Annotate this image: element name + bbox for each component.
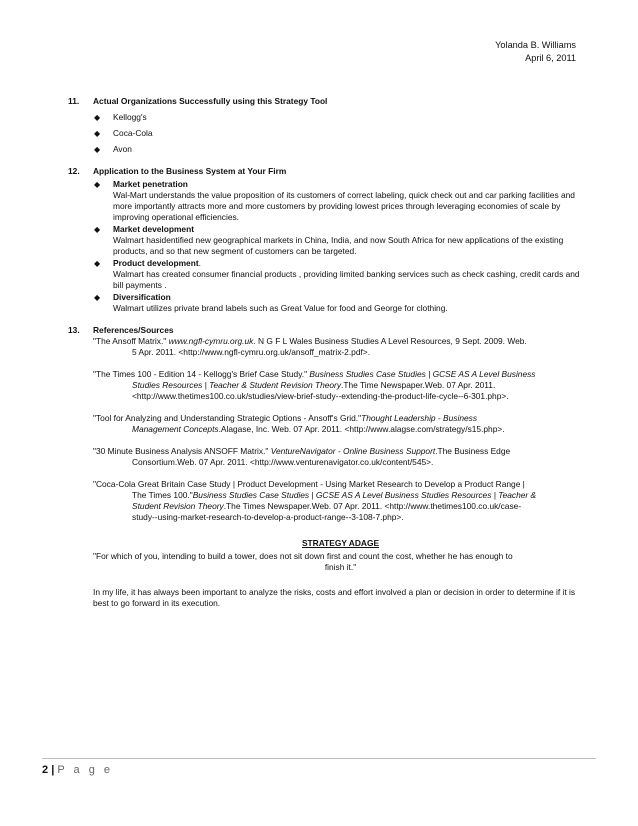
page-label: P a g e [57,764,113,776]
list-item [68,258,588,291]
reference-url: study--using-market-research-to-develop-a-product-range--3-108-7.php>. [132,512,404,522]
reference-entry [93,336,588,358]
section-heading: References/Sources [93,325,174,335]
list-item-text: Coca-Cola [113,128,153,138]
footer-divider [42,758,596,759]
item-heading: Market penetration [113,179,188,189]
reference-text: .Alagase, Inc. Web. 07 Apr. 2011. <http://www.alagse.com/strategy/s15.php>. [218,424,505,434]
reference-text: "Coca-Cola Great Britain Case Study | Product Development - Using Market Research to Develop a Product Range | [93,479,525,489]
reference-text: "Tool for Analyzing and Understanding Strategic Options - Ansoff's Grid." [93,413,362,423]
section-number: 13. [68,325,80,335]
section-11-title [68,96,588,107]
reference-text: .The Business Edge [435,446,511,456]
adage-quote: "For which of you, intending to build a tower, does not sit down first and count the cost, whether he has enough to [93,551,513,561]
reference-text: "The Times 100 - Edition 14 - Kellogg's Brief Case Study." [93,369,310,379]
item-body: Walmart hasidentified new geographical markets in China, India, and now South Africa for new applications of the existing products, and so that new segment of customers can be targeted. [113,235,564,256]
reference-source: Student Revision Theory [132,501,224,511]
reference-source: Thought Leadership - Business [361,413,478,423]
application-list [68,179,588,314]
section-heading: Application to the Business System at Your Firm [93,166,287,176]
adage-title: STRATEGY ADAGE [301,538,380,548]
reference-text: .The Times Newspaper.Web. 07 Apr. 2011. <http://www.thetimes100.co.uk/case- [223,501,522,511]
bullet-icon: ◆ [94,113,101,122]
section-13-title [68,325,588,336]
item-heading: Diversification [113,292,171,302]
bullet-icon: ◆ [94,259,101,268]
reference-text: Consortium.Web. 07 Apr. 2011. <http://www.venturenavigator.co.uk/content/545>. [132,457,434,467]
adage-quote-end: finish it." [324,562,357,572]
item-heading: Product development [113,258,199,268]
reference-entry [93,446,588,468]
reference-text: 5 Apr. 2011. <http://www.ngfl-cymru.org.uk/ansoff_matrix-2.pdf>. [132,347,371,357]
list-item [68,224,588,257]
list-item [68,144,588,155]
adage-paragraph: In my life, it has always been important to analyze the risks, costs and effort involved a plan or decision in order to determine if it is best to go forward in its execution. [93,587,576,608]
list-item [68,112,588,123]
reference-source: www.ngfl-cymru.org.uk [168,336,254,346]
bullet-icon: ◆ [94,145,101,154]
reference-entry [93,369,588,402]
list-item-text: Kellogg's [113,112,147,122]
reference-text: "30 Minute Business Analysis ANSOFF Matrix." [93,446,271,456]
item-heading: Market development [113,224,194,234]
reference-source: Business Studies Case Studies | GCSE AS A Level Business Studies Resources | Teacher & [192,490,537,500]
item-body: Wal-Mart understands the value proposition of its customers of correct labeling, quick check out and car parking facilities and more importantly attracts more and more customers by providing lowest prices through leveraging economies of scale by improving operational efficiencies. [113,190,575,222]
reference-text: .The Time Newspaper.Web. 07 Apr. 2011. [341,380,496,390]
reference-source: Studies Resources | Teacher & Student Revision Theory [132,380,342,390]
list-item [68,179,588,223]
section-number: 12. [68,166,80,176]
reference-text: The Times 100." [132,490,193,500]
list-item [68,292,588,314]
reference-source: VentureNavigator - Online Business Support [270,446,436,456]
page-number: 2 [42,764,49,776]
reference-entry [93,479,588,523]
bullet-icon: ◆ [94,129,101,138]
bullet-icon: ◆ [94,225,101,234]
bullet-icon: ◆ [94,293,101,302]
reference-url: <http://www.thetimes100.co.uk/studies/view-brief-study--extending-the-product-life-cycle--6-301.php>. [132,391,509,401]
section-12-title [68,166,588,177]
reference-text: . N G F L Wales Business Studies A Level Resources, 9 Sept. 2009. Web. [253,336,527,346]
reference-source: Business Studies Case Studies | GCSE AS A Level Business [309,369,536,379]
item-body: Walmart utilizes private brand labels such as Great Value for food and George for clothing. [113,303,448,313]
references-block [68,336,588,609]
header-date: April 6, 2011 [525,53,576,63]
page-header [495,39,576,65]
section-heading: Actual Organizations Successfully using this Strategy Tool [93,96,328,106]
bullet-icon: ◆ [94,180,101,189]
page-footer [42,763,113,777]
list-item [68,128,588,139]
item-body: Walmart has created consumer financial products , providing limited banking services such as check cashing, credit cards and bill payments . [113,269,580,290]
author-name: Yolanda B. Williams [495,40,576,50]
item-heading-suffix: . [198,258,201,268]
reference-text: "The Ansoff Matrix." [93,336,169,346]
page-content [68,96,588,609]
footer-separator: | [51,764,55,776]
organizations-list [68,112,588,155]
list-item-text: Avon [113,144,132,154]
reference-entry [93,413,588,435]
reference-source: Management Concepts [132,424,219,434]
section-number: 11. [68,96,80,106]
